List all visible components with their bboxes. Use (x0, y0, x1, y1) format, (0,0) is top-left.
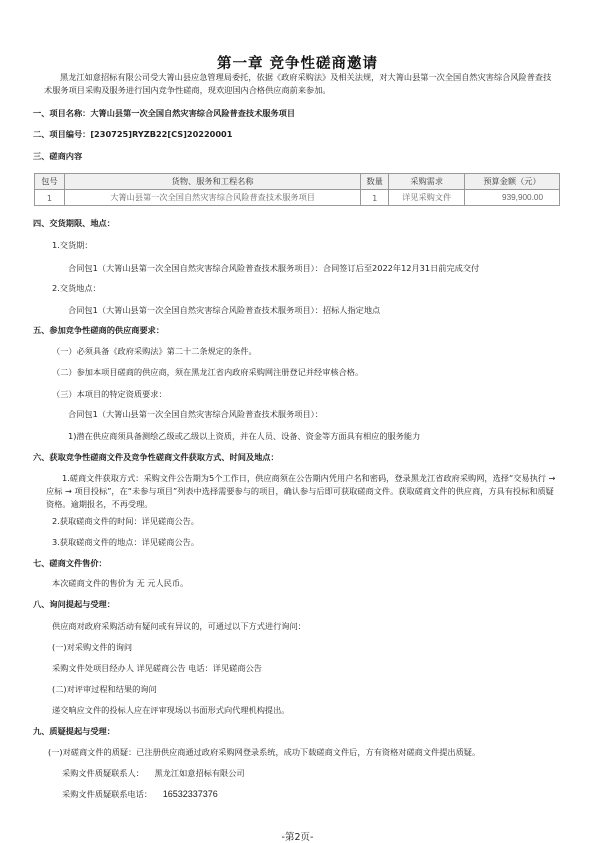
section-content-heading: 三、磋商内容 (33, 151, 83, 161)
cell-package-no: 1 (35, 190, 65, 206)
cell-quantity: 1 (361, 190, 389, 206)
challenge-phone-label: 采购文件质疑联系电话： (62, 789, 153, 799)
cell-budget: 939,900.00 (465, 190, 560, 206)
page-number: -第2页- (281, 832, 314, 843)
section-price: 七、磋商文件售价： (33, 558, 107, 568)
requirement-2: （二）参加本项目磋商的供应商，须在黑龙江省内政府采购网注册登记并经审核合格。 (52, 367, 364, 377)
delivery-period-label: 1.交货期： (52, 240, 93, 250)
challenge-contact (62, 768, 245, 779)
section-challenge: 九、质疑提起与受理： (33, 726, 115, 736)
cell-requirement: 详见采购文件 (389, 190, 465, 206)
table-row (35, 190, 560, 206)
header-quantity: 数量 (361, 174, 389, 190)
inquiry-2-text: 递交响应文件的投标人应在评审现场以书面形式向代理机构提出。 (52, 705, 290, 715)
inquiry-1-label: (一)对采购文件的询问 (52, 642, 133, 652)
obtain-time: 2.获取磋商文件的时间：详见磋商公告。 (52, 516, 199, 526)
header-item-name: 货物、服务和工程名称 (64, 174, 360, 190)
section-project-number: 二、项目编号：[230725]RYZB22[CS]20220001 (33, 129, 233, 139)
challenge-contact-label: 采购文件质疑联系人： (62, 768, 144, 778)
obtain-method: 1.磋商文件获取方式：采购文件公告期为5个工作日，供应商须在公告期内凭用户名和密码，登录黑龙江省政府采购网，选择“交易执行 → 应标 → 项目投标”，在“未参与项目”列表中选择需要参与的项目，确认参与后即可获取磋商文件。获取磋商文件的供应商，方具有投标和质疑资格。逾期报名，不再受理。 (46, 473, 556, 509)
section-delivery-heading: 四、交货期限、地点： (33, 218, 115, 228)
price-text: 本次磋商文件的售价为 无 元人民币。 (52, 578, 189, 588)
delivery-place-text: 合同包1（大箐山县第一次全国自然灾害综合风险普查技术服务项目）：招标人指定地点 (68, 305, 381, 315)
challenge-1: (一)对磋商文件的质疑：已注册供应商通过政府采购网登录系统，成功下载磋商文件后，方有资格对磋商文件提出质疑。 (48, 747, 481, 757)
intro-paragraph: 黑龙江如意招标有限公司受大箐山县应急管理局委托，依据《政府采购法》及相关法规，对大箐山县第一次全国自然灾害综合风险普查技术服务项目采购及服务进行国内竞争性磋商，现欢迎国内合格供应商前来参加。 (44, 72, 552, 95)
header-package-no: 包号 (35, 174, 65, 190)
section-project-name: 一、项目名称：大箐山县第一次全国自然灾害综合风险普查技术服务项目 (33, 108, 296, 118)
requirement-1: （一）必须具备《政府采购法》第二十二条规定的条件。 (52, 346, 257, 356)
delivery-place-label: 2.交货地点： (52, 283, 101, 293)
inquiry-2-label: (二)对评审过程和结果的询问 (52, 684, 157, 694)
challenge-contact-value: 黑龙江如意招标有限公司 (154, 768, 245, 778)
page-title: 第一章 竞争性磋商邀请 (216, 55, 379, 72)
section-supplier-requirements: 五、参加竞争性磋商的供应商要求： (33, 325, 165, 335)
inquiry-text: 供应商对政府采购活动有疑问或有异议的，可通过以下方式进行询问： (52, 621, 306, 631)
challenge-phone-value: 16532337376 (162, 789, 218, 799)
delivery-period-text: 合同包1（大箐山县第一次全国自然灾害综合风险普查技术服务项目）：合同签订后至2022年12月31日前完成交付 (68, 263, 480, 273)
section-inquiry: 八、询问提起与受理： (33, 599, 115, 609)
header-requirement: 采购需求 (389, 174, 465, 190)
table-header-row (35, 174, 560, 190)
requirement-3-qualification: 1)潜在供应商须具备测绘乙级或乙级以上资质，并在人员、设备、资金等方面具有相应的服务能力 (68, 431, 421, 441)
procurement-table (34, 173, 560, 206)
requirement-3-package: 合同包1（大箐山县第一次全国自然灾害综合风险普查技术服务项目）： (68, 409, 323, 419)
cell-item-name: 大箐山县第一次全国自然灾害综合风险普查技术服务项目 (64, 190, 360, 206)
section-obtain-documents: 六、获取竞争性磋商文件及竞争性磋商文件获取方式、时间及地点： (33, 452, 279, 462)
obtain-place: 3.获取磋商文件的地点：详见磋商公告。 (52, 537, 199, 547)
requirement-3: （三）本项目的特定资质要求： (52, 389, 167, 399)
challenge-phone (62, 789, 218, 800)
header-budget: 预算金额（元） (465, 174, 560, 190)
inquiry-1-text: 采购文件处项目经办人 详见磋商公告 电话：详见磋商公告 (52, 663, 262, 673)
